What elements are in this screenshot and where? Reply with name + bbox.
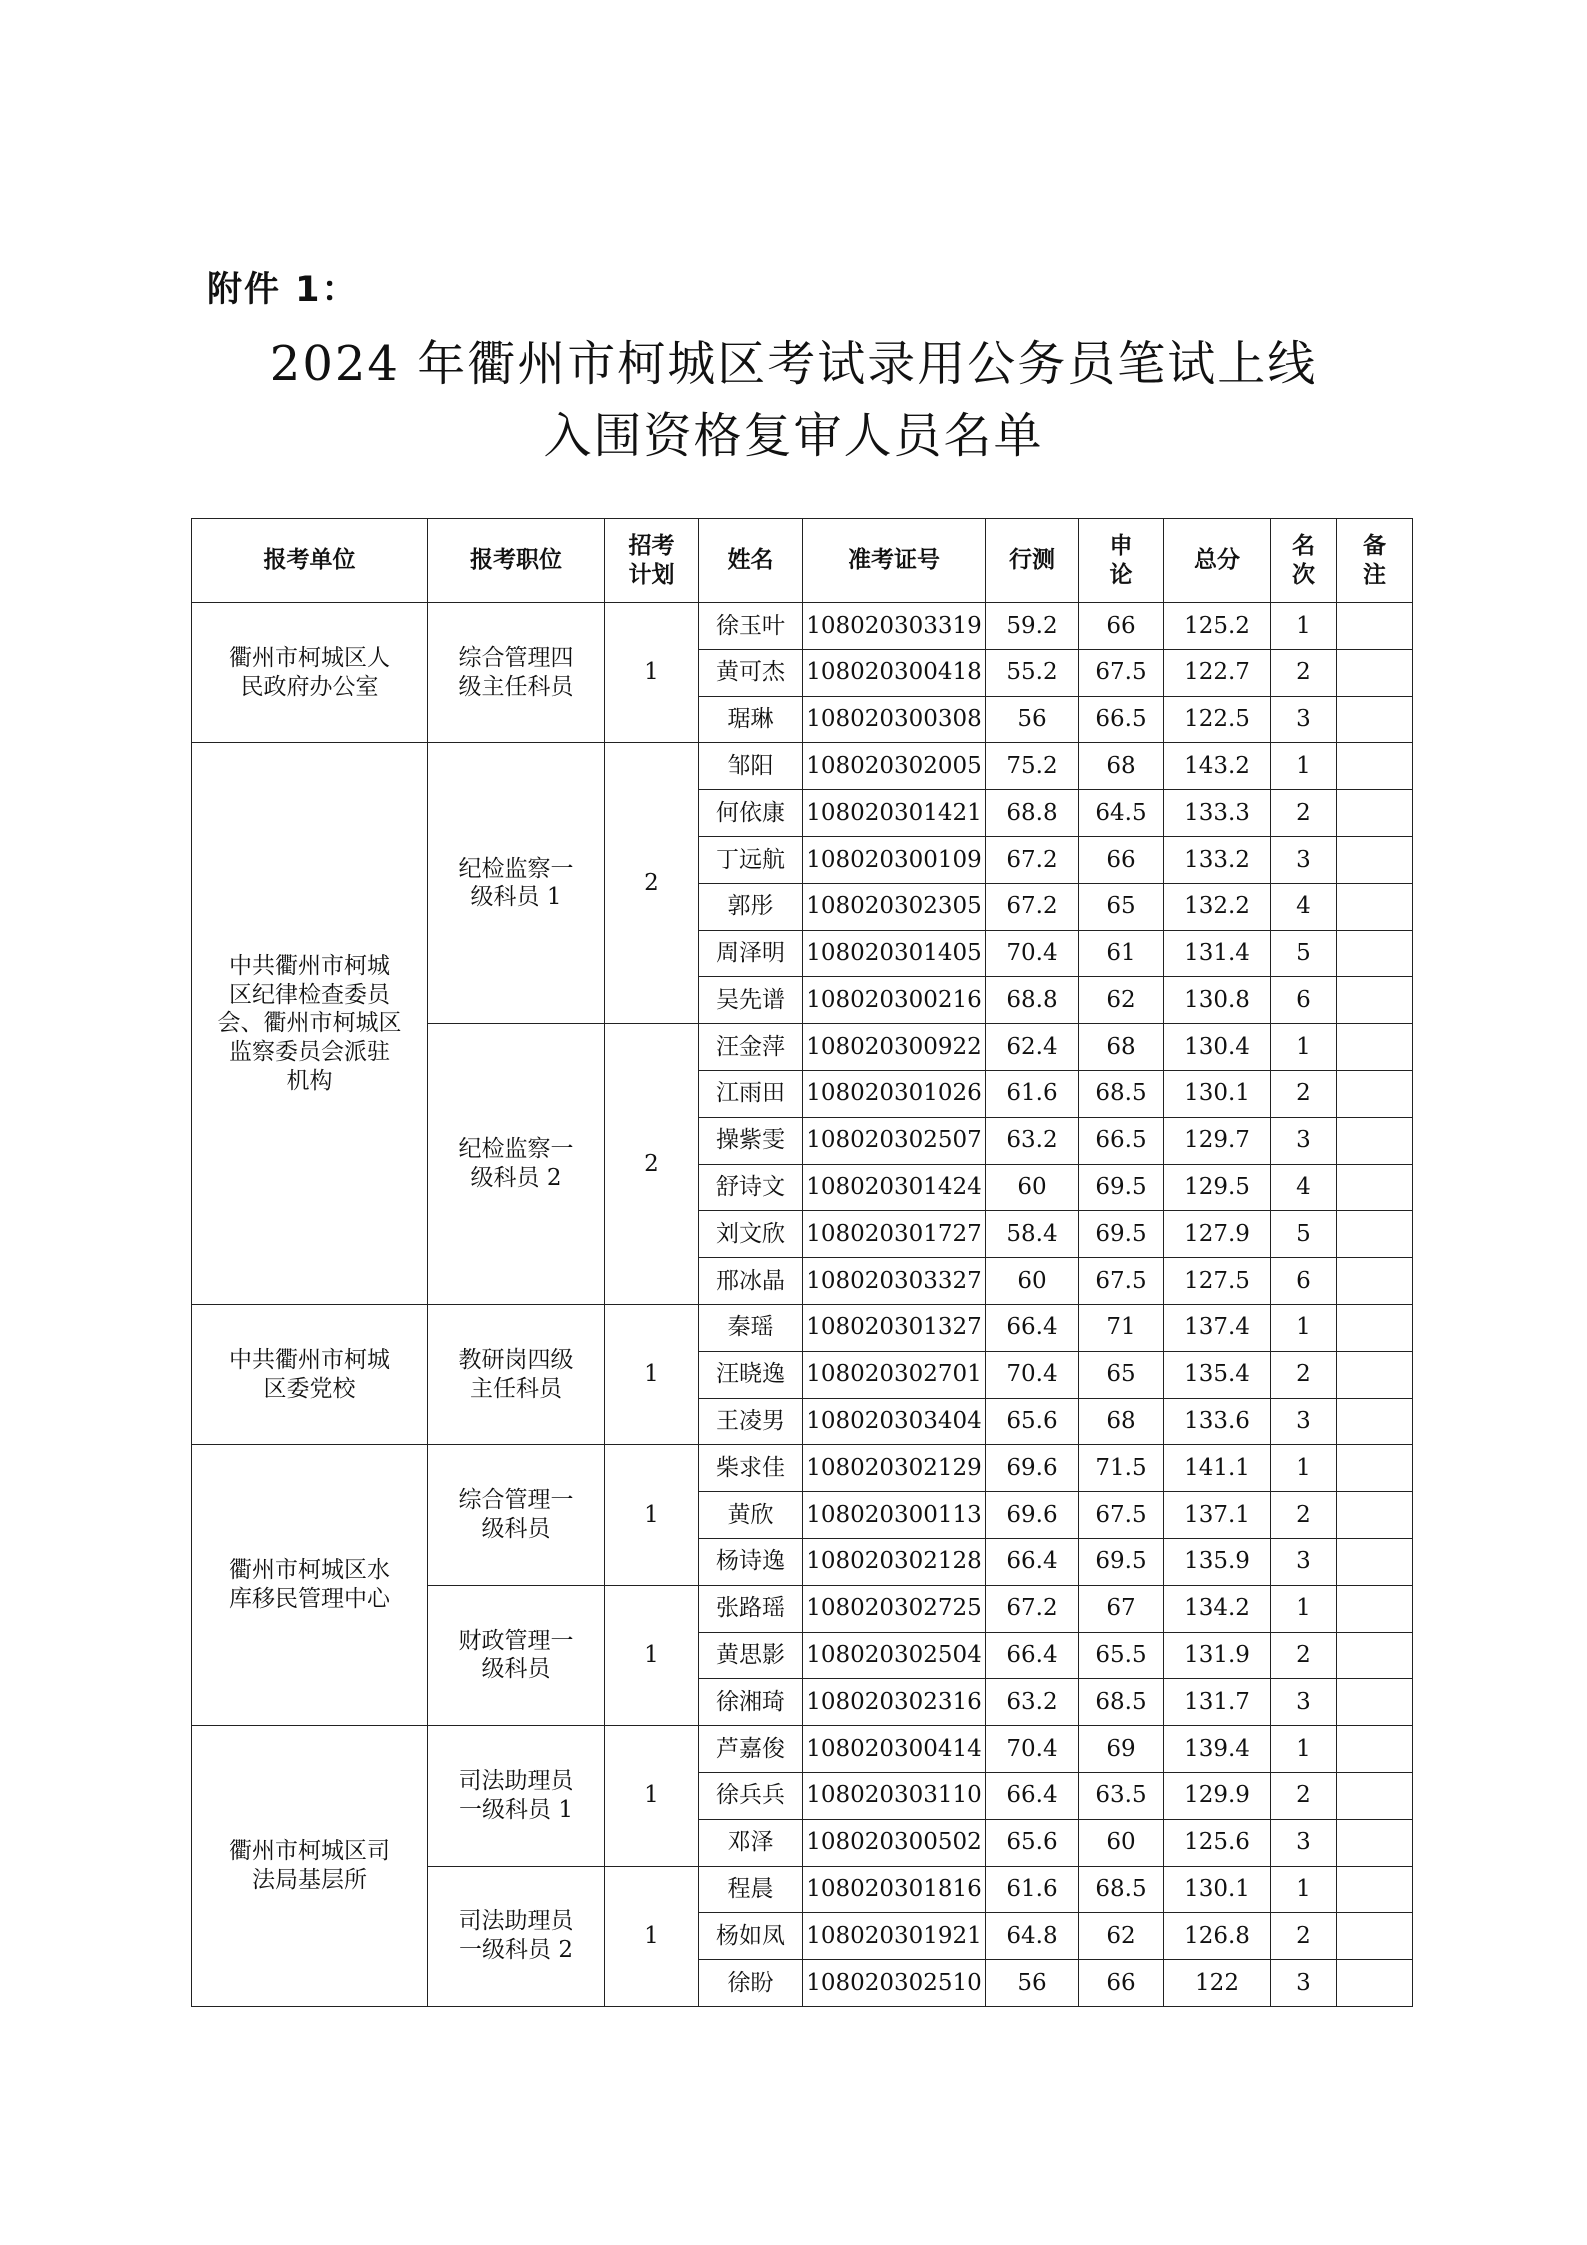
- exam-no-cell: 108020302005: [803, 743, 986, 790]
- plan-cell: 2: [605, 743, 699, 1024]
- exam-no-cell: 108020300216: [803, 977, 986, 1024]
- rank-cell: 3: [1271, 1679, 1337, 1726]
- plan-cell: 2: [605, 1024, 699, 1305]
- shenlun-cell: 66.5: [1079, 1117, 1164, 1164]
- name-cell: 邹阳: [699, 743, 803, 790]
- rank-cell: 2: [1271, 649, 1337, 696]
- remark-cell: [1337, 1117, 1413, 1164]
- header-remark: 备 注: [1337, 519, 1413, 603]
- exam-no-cell: 108020300418: [803, 649, 986, 696]
- shenlun-cell: 65: [1079, 1351, 1164, 1398]
- name-cell: 芦嘉俊: [699, 1726, 803, 1773]
- exam-no-cell: 108020302507: [803, 1117, 986, 1164]
- shenlun-cell: 66: [1079, 603, 1164, 650]
- remark-cell: [1337, 977, 1413, 1024]
- name-cell: 操紫雯: [699, 1117, 803, 1164]
- name-cell: 邓泽: [699, 1819, 803, 1866]
- xingce-cell: 56: [986, 1960, 1079, 2007]
- plan-cell: 1: [605, 1304, 699, 1444]
- name-cell: 何依康: [699, 790, 803, 837]
- exam-no-cell: 108020303319: [803, 603, 986, 650]
- remark-cell: [1337, 836, 1413, 883]
- xingce-cell: 60: [986, 1258, 1079, 1305]
- total-cell: 130.1: [1164, 1866, 1271, 1913]
- plan-cell: 1: [605, 1866, 699, 2006]
- document-title-line-1: 2024 年衢州市柯城区考试录用公务员笔试上线: [269, 336, 1318, 392]
- name-cell: 琚琳: [699, 696, 803, 743]
- rank-cell: 1: [1271, 1866, 1337, 1913]
- total-cell: 122.7: [1164, 649, 1271, 696]
- total-cell: 122: [1164, 1960, 1271, 2007]
- remark-cell: [1337, 1772, 1413, 1819]
- shenlun-cell: 64.5: [1079, 790, 1164, 837]
- rank-cell: 1: [1271, 1024, 1337, 1071]
- shenlun-cell: 66.5: [1079, 696, 1164, 743]
- plan-cell: 1: [605, 1726, 699, 1866]
- total-cell: 135.4: [1164, 1351, 1271, 1398]
- total-cell: 125.6: [1164, 1819, 1271, 1866]
- position-cell: 教研岗四级 主任科员: [428, 1304, 605, 1444]
- name-cell: 刘文欣: [699, 1211, 803, 1258]
- name-cell: 吴先谱: [699, 977, 803, 1024]
- remark-cell: [1337, 1164, 1413, 1211]
- total-cell: 137.4: [1164, 1304, 1271, 1351]
- exam-no-cell: 108020303404: [803, 1398, 986, 1445]
- shenlun-cell: 65.5: [1079, 1632, 1164, 1679]
- rank-cell: 3: [1271, 696, 1337, 743]
- name-cell: 汪金萍: [699, 1024, 803, 1071]
- remark-cell: [1337, 930, 1413, 977]
- remark-cell: [1337, 1913, 1413, 1960]
- rank-cell: 2: [1271, 1772, 1337, 1819]
- xingce-cell: 66.4: [986, 1538, 1079, 1585]
- rank-cell: 2: [1271, 1492, 1337, 1539]
- name-cell: 徐湘琦: [699, 1679, 803, 1726]
- shenlun-cell: 62: [1079, 1913, 1164, 1960]
- total-cell: 129.5: [1164, 1164, 1271, 1211]
- unit-cell: 中共衢州市柯城 区纪律检查委员 会、衢州市柯城区 监察委员会派驻 机构: [192, 743, 428, 1305]
- remark-cell: [1337, 1866, 1413, 1913]
- xingce-cell: 61.6: [986, 1866, 1079, 1913]
- exam-no-cell: 108020302128: [803, 1538, 986, 1585]
- rank-cell: 1: [1271, 743, 1337, 790]
- xingce-cell: 62.4: [986, 1024, 1079, 1071]
- name-cell: 柴求佳: [699, 1445, 803, 1492]
- name-cell: 徐玉叶: [699, 603, 803, 650]
- shenlun-cell: 67.5: [1079, 1258, 1164, 1305]
- name-cell: 秦瑶: [699, 1304, 803, 1351]
- total-cell: 137.1: [1164, 1492, 1271, 1539]
- shenlun-cell: 67.5: [1079, 1492, 1164, 1539]
- rank-cell: 3: [1271, 1819, 1337, 1866]
- rank-cell: 6: [1271, 977, 1337, 1024]
- exam-no-cell: 108020303110: [803, 1772, 986, 1819]
- xingce-cell: 65.6: [986, 1398, 1079, 1445]
- xingce-cell: 70.4: [986, 1351, 1079, 1398]
- rank-cell: 2: [1271, 1913, 1337, 1960]
- total-cell: 133.2: [1164, 836, 1271, 883]
- remark-cell: [1337, 1679, 1413, 1726]
- rank-cell: 2: [1271, 1351, 1337, 1398]
- shenlun-cell: 68.5: [1079, 1070, 1164, 1117]
- table-row: [192, 1445, 1413, 1492]
- total-cell: 141.1: [1164, 1445, 1271, 1492]
- rank-cell: 2: [1271, 1632, 1337, 1679]
- rank-cell: 3: [1271, 1960, 1337, 2007]
- rank-cell: 3: [1271, 1398, 1337, 1445]
- xingce-cell: 55.2: [986, 649, 1079, 696]
- plan-cell: 1: [605, 1445, 699, 1585]
- exam-no-cell: 108020302510: [803, 1960, 986, 2007]
- exam-no-cell: 108020300109: [803, 836, 986, 883]
- name-cell: 黄可杰: [699, 649, 803, 696]
- total-cell: 125.2: [1164, 603, 1271, 650]
- shenlun-cell: 68: [1079, 743, 1164, 790]
- table-row: [192, 1726, 1413, 1773]
- xingce-cell: 66.4: [986, 1632, 1079, 1679]
- remark-cell: [1337, 743, 1413, 790]
- table-row: [192, 743, 1413, 790]
- header-shenlun: 申 论: [1079, 519, 1164, 603]
- total-cell: 131.7: [1164, 1679, 1271, 1726]
- remark-cell: [1337, 1211, 1413, 1258]
- unit-cell: 衢州市柯城区水 库移民管理中心: [192, 1445, 428, 1726]
- position-cell: 综合管理一 级科员: [428, 1445, 605, 1585]
- exam-no-cell: 108020302316: [803, 1679, 986, 1726]
- xingce-cell: 56: [986, 696, 1079, 743]
- remark-cell: [1337, 603, 1413, 650]
- exam-no-cell: 108020302701: [803, 1351, 986, 1398]
- remark-cell: [1337, 1024, 1413, 1071]
- remark-cell: [1337, 649, 1413, 696]
- total-cell: 126.8: [1164, 1913, 1271, 1960]
- total-cell: 122.5: [1164, 696, 1271, 743]
- header-rank: 名 次: [1271, 519, 1337, 603]
- header-unit: 报考单位: [192, 519, 428, 603]
- name-cell: 王凌男: [699, 1398, 803, 1445]
- remark-cell: [1337, 1585, 1413, 1632]
- exam-no-cell: 108020301816: [803, 1866, 986, 1913]
- shenlun-cell: 71: [1079, 1304, 1164, 1351]
- shenlun-cell: 63.5: [1079, 1772, 1164, 1819]
- xingce-cell: 69.6: [986, 1492, 1079, 1539]
- remark-cell: [1337, 1492, 1413, 1539]
- total-cell: 127.9: [1164, 1211, 1271, 1258]
- xingce-cell: 64.8: [986, 1913, 1079, 1960]
- xingce-cell: 60: [986, 1164, 1079, 1211]
- xingce-cell: 70.4: [986, 1726, 1079, 1773]
- total-cell: 143.2: [1164, 743, 1271, 790]
- shenlun-cell: 68: [1079, 1024, 1164, 1071]
- xingce-cell: 70.4: [986, 930, 1079, 977]
- exam-no-cell: 108020300308: [803, 696, 986, 743]
- rank-cell: 3: [1271, 1117, 1337, 1164]
- xingce-cell: 75.2: [986, 743, 1079, 790]
- xingce-cell: 66.4: [986, 1772, 1079, 1819]
- total-cell: 133.3: [1164, 790, 1271, 837]
- shenlun-cell: 66: [1079, 1960, 1164, 2007]
- plan-cell: 1: [605, 1585, 699, 1725]
- exam-no-cell: 108020301424: [803, 1164, 986, 1211]
- total-cell: 129.7: [1164, 1117, 1271, 1164]
- shenlun-cell: 69: [1079, 1726, 1164, 1773]
- header-xingce: 行测: [986, 519, 1079, 603]
- rank-cell: 5: [1271, 930, 1337, 977]
- exam-no-cell: 108020303327: [803, 1258, 986, 1305]
- total-cell: 130.1: [1164, 1070, 1271, 1117]
- name-cell: 丁远航: [699, 836, 803, 883]
- position-cell: 财政管理一 级科员: [428, 1585, 605, 1725]
- shenlun-cell: 60: [1079, 1819, 1164, 1866]
- exam-no-cell: 108020301405: [803, 930, 986, 977]
- xingce-cell: 65.6: [986, 1819, 1079, 1866]
- rank-cell: 4: [1271, 883, 1337, 930]
- exam-no-cell: 108020301421: [803, 790, 986, 837]
- remark-cell: [1337, 1258, 1413, 1305]
- exam-no-cell: 108020300113: [803, 1492, 986, 1539]
- xingce-cell: 59.2: [986, 603, 1079, 650]
- rank-cell: 1: [1271, 1726, 1337, 1773]
- xingce-cell: 63.2: [986, 1117, 1079, 1164]
- total-cell: 139.4: [1164, 1726, 1271, 1773]
- total-cell: 130.8: [1164, 977, 1271, 1024]
- remark-cell: [1337, 1726, 1413, 1773]
- remark-cell: [1337, 1070, 1413, 1117]
- exam-no-cell: 108020302129: [803, 1445, 986, 1492]
- rank-cell: 1: [1271, 603, 1337, 650]
- exam-no-cell: 108020301727: [803, 1211, 986, 1258]
- rank-cell: 1: [1271, 1445, 1337, 1492]
- xingce-cell: 67.2: [986, 836, 1079, 883]
- position-cell: 纪检监察一 级科员 1: [428, 743, 605, 1024]
- remark-cell: [1337, 696, 1413, 743]
- exam-no-cell: 108020300414: [803, 1726, 986, 1773]
- remark-cell: [1337, 1819, 1413, 1866]
- xingce-cell: 69.6: [986, 1445, 1079, 1492]
- shenlun-cell: 71.5: [1079, 1445, 1164, 1492]
- total-cell: 132.2: [1164, 883, 1271, 930]
- total-cell: 131.9: [1164, 1632, 1271, 1679]
- document-title-line-2: 入围资格复审人员名单: [543, 408, 1044, 464]
- name-cell: 张路瑶: [699, 1585, 803, 1632]
- xingce-cell: 61.6: [986, 1070, 1079, 1117]
- shenlun-cell: 67.5: [1079, 649, 1164, 696]
- name-cell: 汪晓逸: [699, 1351, 803, 1398]
- remark-cell: [1337, 1351, 1413, 1398]
- total-cell: 133.6: [1164, 1398, 1271, 1445]
- rank-cell: 1: [1271, 1585, 1337, 1632]
- rank-cell: 3: [1271, 1538, 1337, 1585]
- attachment-label: 附件 1：: [207, 270, 359, 310]
- total-cell: 127.5: [1164, 1258, 1271, 1305]
- name-cell: 程晨: [699, 1866, 803, 1913]
- unit-cell: 衢州市柯城区人 民政府办公室: [192, 603, 428, 743]
- shenlun-cell: 68.5: [1079, 1866, 1164, 1913]
- name-cell: 杨如凤: [699, 1913, 803, 1960]
- xingce-cell: 67.2: [986, 883, 1079, 930]
- position-cell: 司法助理员 一级科员 2: [428, 1866, 605, 2006]
- name-cell: 周泽明: [699, 930, 803, 977]
- exam-no-cell: 108020300922: [803, 1024, 986, 1071]
- header-position: 报考职位: [428, 519, 605, 603]
- remark-cell: [1337, 1632, 1413, 1679]
- name-cell: 舒诗文: [699, 1164, 803, 1211]
- shenlun-cell: 69.5: [1079, 1538, 1164, 1585]
- xingce-cell: 68.8: [986, 977, 1079, 1024]
- plan-cell: 1: [605, 603, 699, 743]
- exam-no-cell: 108020302725: [803, 1585, 986, 1632]
- shenlun-cell: 66: [1079, 836, 1164, 883]
- name-cell: 杨诗逸: [699, 1538, 803, 1585]
- header-exam-no: 准考证号: [803, 519, 986, 603]
- exam-no-cell: 108020302504: [803, 1632, 986, 1679]
- remark-cell: [1337, 1538, 1413, 1585]
- xingce-cell: 66.4: [986, 1304, 1079, 1351]
- name-cell: 黄思影: [699, 1632, 803, 1679]
- name-cell: 徐盼: [699, 1960, 803, 2007]
- shenlun-cell: 68.5: [1079, 1679, 1164, 1726]
- xingce-cell: 67.2: [986, 1585, 1079, 1632]
- remark-cell: [1337, 790, 1413, 837]
- table-row: [192, 1304, 1413, 1351]
- rank-cell: 1: [1271, 1304, 1337, 1351]
- remark-cell: [1337, 1960, 1413, 2007]
- shenlun-cell: 62: [1079, 977, 1164, 1024]
- xingce-cell: 68.8: [986, 790, 1079, 837]
- exam-no-cell: 108020301921: [803, 1913, 986, 1960]
- name-cell: 徐兵兵: [699, 1772, 803, 1819]
- remark-cell: [1337, 1304, 1413, 1351]
- header-name: 姓名: [699, 519, 803, 603]
- name-cell: 郭彤: [699, 883, 803, 930]
- xingce-cell: 63.2: [986, 1679, 1079, 1726]
- shenlun-cell: 67: [1079, 1585, 1164, 1632]
- remark-cell: [1337, 883, 1413, 930]
- remark-cell: [1337, 1398, 1413, 1445]
- header-plan: 招考 计划: [605, 519, 699, 603]
- shenlun-cell: 69.5: [1079, 1164, 1164, 1211]
- exam-no-cell: 108020301327: [803, 1304, 986, 1351]
- exam-no-cell: 108020300502: [803, 1819, 986, 1866]
- header-row: [192, 519, 1413, 603]
- shenlun-cell: 65: [1079, 883, 1164, 930]
- shenlun-cell: 69.5: [1079, 1211, 1164, 1258]
- total-cell: 129.9: [1164, 1772, 1271, 1819]
- xingce-cell: 58.4: [986, 1211, 1079, 1258]
- table-row: [192, 603, 1413, 650]
- rank-cell: 2: [1271, 1070, 1337, 1117]
- total-cell: 134.2: [1164, 1585, 1271, 1632]
- shenlun-cell: 68: [1079, 1398, 1164, 1445]
- rank-cell: 3: [1271, 836, 1337, 883]
- exam-no-cell: 108020302305: [803, 883, 986, 930]
- position-cell: 纪检监察一 级科员 2: [428, 1024, 605, 1305]
- exam-no-cell: 108020301026: [803, 1070, 986, 1117]
- name-cell: 邢冰晶: [699, 1258, 803, 1305]
- remark-cell: [1337, 1445, 1413, 1492]
- total-cell: 131.4: [1164, 930, 1271, 977]
- name-cell: 黄欣: [699, 1492, 803, 1539]
- total-cell: 135.9: [1164, 1538, 1271, 1585]
- rank-cell: 4: [1271, 1164, 1337, 1211]
- header-total: 总分: [1164, 519, 1271, 603]
- rank-cell: 2: [1271, 790, 1337, 837]
- rank-cell: 6: [1271, 1258, 1337, 1305]
- total-cell: 130.4: [1164, 1024, 1271, 1071]
- unit-cell: 衢州市柯城区司 法局基层所: [192, 1726, 428, 2007]
- unit-cell: 中共衢州市柯城 区委党校: [192, 1304, 428, 1444]
- position-cell: 司法助理员 一级科员 1: [428, 1726, 605, 1866]
- name-cell: 江雨田: [699, 1070, 803, 1117]
- position-cell: 综合管理四 级主任科员: [428, 603, 605, 743]
- shenlun-cell: 61: [1079, 930, 1164, 977]
- candidate-table: [191, 518, 1413, 2007]
- rank-cell: 5: [1271, 1211, 1337, 1258]
